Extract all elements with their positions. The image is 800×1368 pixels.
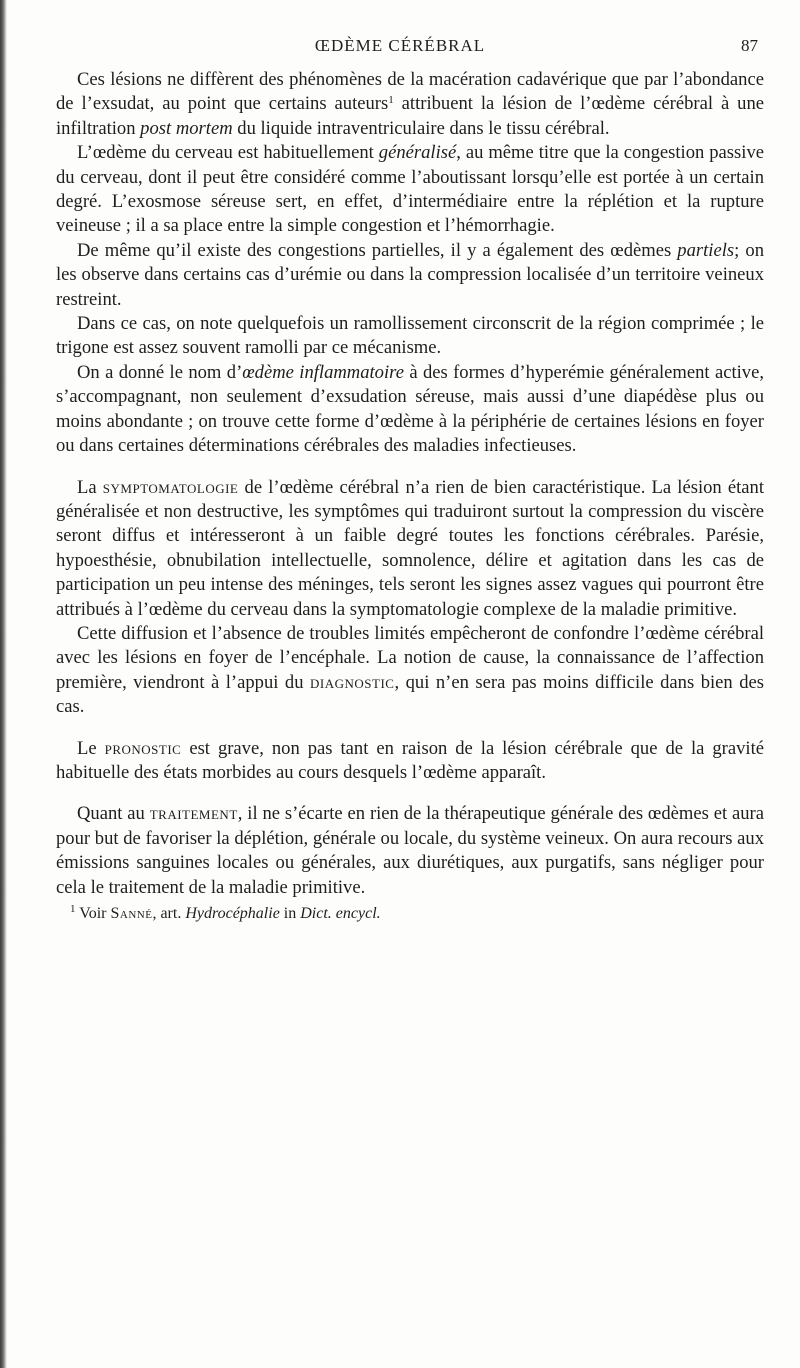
paragraph: Dans ce cas, on note quelquefois un ramollissement circonscrit de la région comprimée ; le trigone est assez souvent ramolli par ce mécanisme. xyxy=(56,313,764,359)
italic-term: post mortem xyxy=(140,117,233,139)
footnote-mark: 1 xyxy=(70,903,76,915)
italic-term: œdème inflammatoire xyxy=(242,361,404,383)
section-keyword: symptomatologie xyxy=(102,476,239,498)
body-text xyxy=(56,68,764,924)
paragraph xyxy=(56,361,764,459)
italic-term: Hydrocéphalie xyxy=(185,905,280,922)
text-run: , qui n’en sera pas moins difficile dans bien des cas. xyxy=(56,671,765,718)
section-keyword: diagnostic xyxy=(310,671,395,693)
running-title: ŒDÈME CÉRÉBRAL xyxy=(314,36,486,55)
text-run: De même qu’il existe des congestions partielles, il y a également des œdèmes xyxy=(77,239,678,261)
text-run: de l’œdème cérébral n’a rien de bien caractéristique. La lésion étant généralisée et non destructive, les symptômes qui traduiront surtout la compression du viscère seront diffus et intéresseront à un faible degré toutes les fonctions cérébrales. Parésie, hypoesthésie, obnubilation intellectuelle, somnolence, délire et agitation dans les cas de participation un peu intense des méninges, tels seront les signes assez vagues qui pourront être attribués à l’œdème du cerveau dans la symptomatologie complexe de la maladie primitive. xyxy=(56,476,764,620)
text-run: à des formes d’hyperémie généralement active, s’accompagnant, non seulement d’exsudation séreuse, mais aussi d’une diapédèse plus ou moins abondante ; on trouve cette forme d’œdème à la périphérie de certaines lésions en foyer ou dans certaines déterminations cérébrales des maladies infectieuses. xyxy=(56,361,765,457)
text-run: attribuent la lésion de l’œdème cérébral à une infiltration xyxy=(56,93,764,139)
text-run: Voir xyxy=(75,905,111,922)
section-keyword: traitement xyxy=(149,803,238,825)
paragraph xyxy=(56,802,764,900)
italic-term: généralisé xyxy=(378,142,457,164)
page-number: 87 xyxy=(741,36,758,55)
paragraph xyxy=(56,68,764,141)
paragraph xyxy=(56,239,764,312)
italic-term: Dict. encycl. xyxy=(300,905,381,922)
paragraph xyxy=(56,622,764,720)
text-run: L’œdème du cerveau est habituellement xyxy=(77,142,379,164)
text-run: du liquide intraventriculaire dans le tissu cérébral. xyxy=(232,117,610,139)
text-run: , au même titre que la congestion passive du cerveau, dont il peut être considéré comme l’aboutissant lorsqu’elle est portée à un certain degré. L’exosmose séreuse sert, en effet, d’intermédiaire entre la réplétion et la rupture veineuse ; il a sa place entre la simple congestion et l’hémorrhagie. xyxy=(56,142,764,237)
text-run: Quant au xyxy=(77,803,150,825)
author-name: Sanné xyxy=(110,905,153,922)
text-run: Cette diffusion et l’absence de troubles limités empêcheront de confondre l’œdème cérébral avec les lésions en foyer de l’encéphale. La notion de cause, la connaissance de l’affection première, viendront à l’appui du xyxy=(56,622,764,693)
text-run: ; on les observe dans certains cas d’urémie ou dans la compression localisée d’un territoire veineux restreint. xyxy=(56,239,764,310)
paragraph xyxy=(56,737,764,786)
italic-term: partiels xyxy=(677,239,735,261)
page-header xyxy=(0,36,800,62)
footnote-reference: 1 xyxy=(388,94,394,107)
text-run: Ces lésions ne diffèrent des phénomènes de la macération cadavérique que par l’abondance de l’exsudat, au point que certains auteurs xyxy=(56,69,764,115)
footnote xyxy=(56,904,764,924)
text-run: est grave, non pas tant en raison de la lésion cérébrale que de la gravité habituelle des états morbides au cours desquels l’œdème apparaît. xyxy=(56,737,764,783)
paragraph xyxy=(56,476,764,622)
text-run: On a donné le nom d’ xyxy=(77,361,243,383)
text-run: La xyxy=(77,476,103,498)
text-run: , art. xyxy=(152,905,186,922)
paragraph xyxy=(56,141,764,239)
text-run: Le xyxy=(77,737,105,759)
text-run: in xyxy=(279,905,301,922)
binding-shadow xyxy=(0,0,7,1368)
text-run: , il ne s’écarte en rien de la thérapeutique générale des œdèmes et aura pour but de favoriser la déplétion, générale ou locale, du système veineux. On aura recours aux émissions sanguines locales ou générales, aux diurétiques, aux purgatifs, sans négliger pour cela le traitement de la maladie primitive. xyxy=(56,803,764,898)
section-keyword: pronostic xyxy=(104,737,182,759)
